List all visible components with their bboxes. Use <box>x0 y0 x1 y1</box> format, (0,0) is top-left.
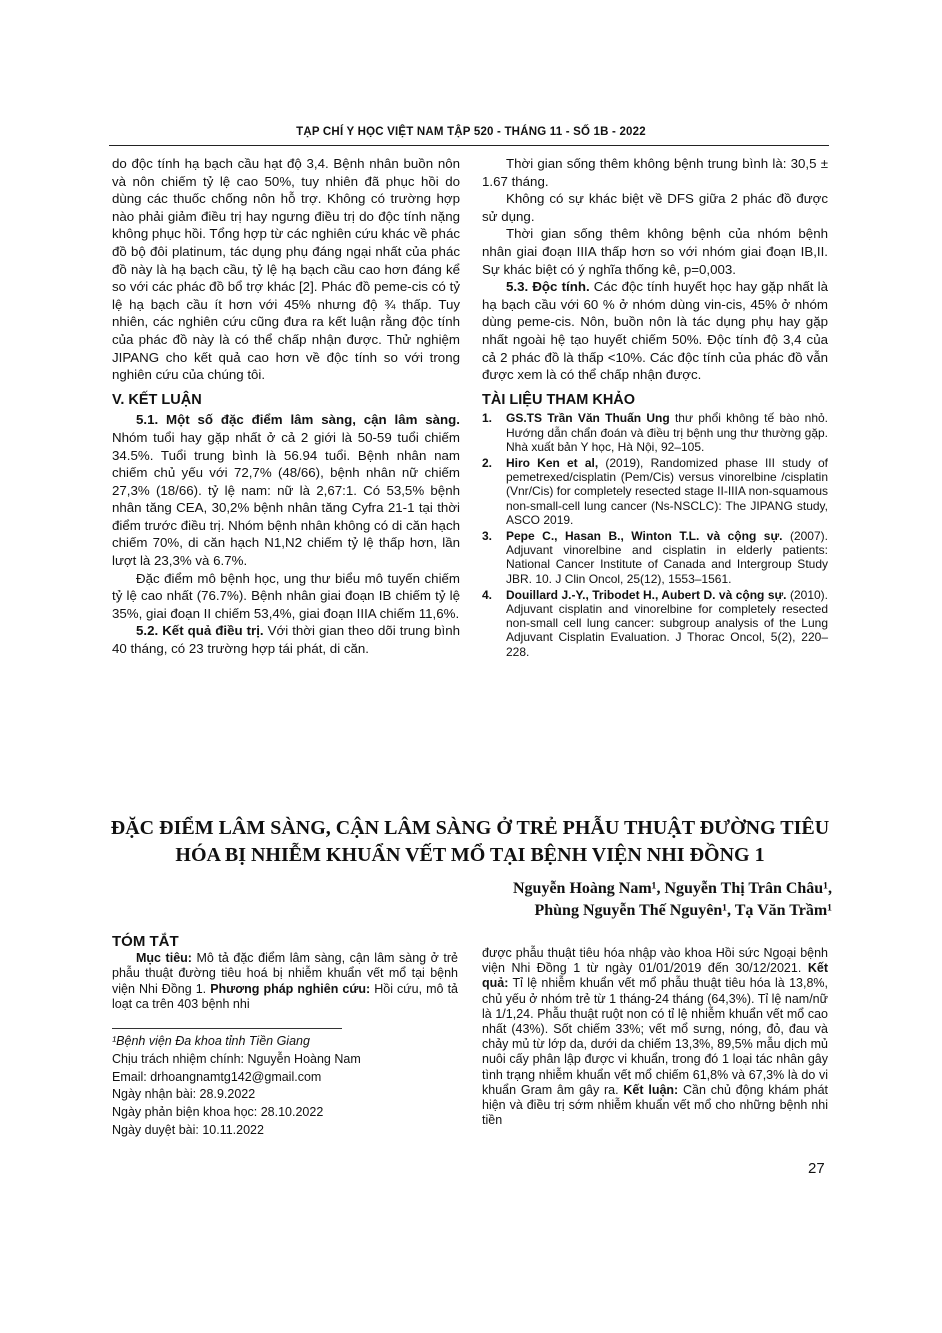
subsection-title: 5.3. Độc tính. <box>506 279 590 295</box>
abstract-text: Tỉ lệ nhiễm khuẩn vết mổ phẫu thuật tiêu hóa là 13,8%, chủ yếu ở nhóm trẻ từ 1 tháng-24 tháng (64,3%). Tỉ lệ nam/nữ là 1/1,24. Phẫu thuật ruột non có tỉ lệ nhiễm khuẩn vết mổ cao nhất (43%). Sốt chiếm 33%; vết mổ sưng, nóng, đỏ, đau và chảy mủ từ lớp da, dưới da chiếm 13,3%, 89,5% mẫu dịch mủ nuôi cấy phân lập được vi khuẩn, trong đó 1 loại tác nhân gây tình trạng nhiễm khuẩn vết mổ chiếm 61,8% và 67,3% là do vi khuẩn Gram âm gây ra. <box>482 976 828 1097</box>
paragraph <box>112 411 460 569</box>
reference-item <box>482 588 828 659</box>
authors-line: Phùng Nguyễn Thế Nguyên¹, Tạ Văn Trầm¹ <box>534 902 832 919</box>
paragraph: Thời gian sống thêm không bệnh của nhóm bệnh nhân giai đoạn IIIA thấp hơn so với nhóm giai đoạn IB,II. Sự khác biệt có ý nghĩa thống kê, p=0,003. <box>482 226 828 277</box>
reference-text: (2010). Adjuvant cisplatin and vinorelbine for completely resected non-small cell lung cancer: subgroup analysis of the Lung Adjuvant Cisplatin Evaluation. J Thorac Oncol, 5(2), 220–228. <box>506 587 828 659</box>
paragraph: Thời gian sống thêm không bệnh trung bình là: 30,5 ± 1.67 tháng. <box>482 156 828 189</box>
journal-header: TẠP CHÍ Y HỌC VIỆT NAM TẬP 520 - THÁNG 11 - SỐ 1B - 2022 <box>296 126 646 138</box>
reference-authors: Hiro Ken et al, <box>506 455 599 470</box>
paragraph: Không có sự khác biệt về DFS giữa 2 phác đồ được sử dụng. <box>482 191 828 224</box>
paragraph-text: Các độc tính huyết học hay gặp nhất là hạ bạch cầu với 60 % ở nhóm dùng vin-cis, 45% ở nhóm dùng peme-cis. Nôn, buồn nôn là tác dụng phụ hay gặp nhất ngoài hệ tạo huyết chiếm 50%. Độc tính độ 3,4 của cả 2 phác đồ là thấp <10%. Các độc tính của phác đồ vẫn được xem là có thể chấp nhận được. <box>482 279 828 383</box>
reference-item <box>482 529 828 586</box>
footnote-email: Email: drhoangnamtg142@gmail.com <box>112 1069 322 1084</box>
paragraph: Đặc điểm mô bệnh học, ung thư biểu mô tuyến chiếm tỷ lệ cao nhất (76.7%). Bệnh nhân giai đoạn IB chiếm tỷ lệ 35%, giai đoạn II chiếm 53,4%, giai đoạn IIIA chiếm 11,6%. <box>112 570 460 621</box>
footnote-received: Ngày nhận bài: 28.9.2022 <box>112 1087 256 1102</box>
abstract-paragraph <box>482 946 828 1128</box>
abstract-text: được phẫu thuật tiêu hóa nhập vào khoa Hồi sức Ngoại bệnh viện Nhi Đồng 1 từ ngày 01/01/2019 đến 30/12/2021. <box>482 946 828 976</box>
header-rule <box>109 145 829 146</box>
reference-number: 4. <box>482 587 493 602</box>
reference-authors: Douillard J.-Y., Tribodet H., Aubert D. và cộng sự. <box>506 587 787 602</box>
footnote-accepted: Ngày duyệt bài: 10.11.2022 <box>112 1122 264 1137</box>
abstract-label: Kết luận: <box>618 1082 679 1097</box>
reference-authors: GS.TS Trần Văn Thuấn Ung <box>506 411 670 426</box>
abstract-heading: TÓM TẮT <box>112 933 179 950</box>
authors-line: Nguyễn Hoàng Nam¹, Nguyễn Thị Trân Châu¹, <box>513 880 832 897</box>
reference-number: 2. <box>482 455 493 470</box>
section-heading: V. KẾT LUẬN <box>112 391 202 408</box>
reference-item <box>482 411 828 454</box>
paragraph: do độc tính hạ bạch cầu hạt độ 3,4. Bệnh nhân buồn nôn và nôn chiếm tỷ lệ cao 50%, tuy nhiên đã phục hồi do dùng các thuốc chống nôn hỗ trợ. Không có trường hợp nào phải giảm điều trị hay ngưng điều trị do độc tính nặng không phục hồi. Tổng hợp từ các nghiên cứu khác về phác đồ bộ đôi platinum, tác dụng phụ đáng ngại nhất của phác đồ này là hạ bạch cầu, tỷ lệ hạ bạch cầu cao hơn đáng kể so với các phác đồ bổ trợ khác [2]. Phác đồ peme-cis có tỷ lệ hạ bạch cầu ít hơn với 45% nhưng độ ¾ thấp. Tuy nhiên, các nghiên cứu cũng đưa ra kết luận rằng độc tính của phác đồ này là có thể chấp nhận được. Thử nghiệm JIPANG cho kết quả cao hơn về độc tính so với trong nghiên cứu của chúng tôi. <box>112 156 460 383</box>
abstract-paragraph <box>112 951 458 1012</box>
paragraph-text: Với thời gian theo dõi trung bình 40 tháng, có 23 trường hợp tái phát, di căn. <box>112 623 460 657</box>
abstract-label: Kết quả: <box>482 961 829 991</box>
subsection-title: 5.1. Một số đặc điểm lâm sàng, cận lâm sàng. <box>136 412 460 428</box>
paragraph-text: Nhóm tuổi hay gặp nhất ở cả 2 giới là 50-59 tuổi chiếm 34.5%. Tuổi trung bình là 56.94 tuổi. Bệnh nhân nam chiếm chủ yếu với 72,7% (48/66), bệnh nhân nữ chiếm 27,3% (18/66). tỷ lệ nam: nữ là 2,67:1. Có 53,5% bệnh nhân tăng CEA, 30,2% bệnh nhân tăng Cyfra 21-1 tại thời điểm trước điều trị. Nhóm bệnh nhân không có di căn hạch chiếm 70%, di căn hạch N1,N2 chiếm tỷ lệ thấp hơn, lần lượt là 23,3% và 6.7%. <box>112 429 460 569</box>
abstract-text: Mô tả đặc điểm lâm sàng, cận lâm sàng ở trẻ phẫu thuật đường tiêu hoá bị nhiễm khuẩn vết mổ tại bệnh viện Nhi Đồng 1. <box>112 951 458 996</box>
footnote <box>112 1033 361 1140</box>
abstract-text: Hồi cứu, mô tả loạt ca trên 403 bệnh nhi <box>112 981 458 1011</box>
left-column <box>112 155 460 658</box>
reference-text: (2007). Adjuvant vinorelbine and cisplatin in elderly patients: National Cancer Institute of Canada and Intergroup Study JBR. 10. J Clin Oncol, 25(12), 1553–1561. <box>506 528 828 586</box>
footnote-rule <box>112 1028 342 1029</box>
references-heading: TÀI LIỆU THAM KHẢO <box>482 391 636 408</box>
footnote-affiliation: ¹Bệnh viện Đa khoa tỉnh Tiền Giang <box>112 1034 310 1048</box>
abstract-label: Phương pháp nghiên cứu: <box>206 981 371 996</box>
footnote-corresponding: Chịu trách nhiệm chính: Nguyễn Hoàng Nam <box>112 1051 361 1066</box>
paragraph <box>482 278 828 384</box>
reference-text: thư phổi không tế bào nhỏ. Hướng dẫn chẩn đoán và điều trị bệnh ung thư thường gặp. Nhà xuất bản Y học, Hà Nội, 92–105. <box>506 411 829 454</box>
abstract-right <box>482 946 828 1128</box>
reference-text: (2019), Randomized phase III study of pemetrexed/cisplatin (Pem/Cis) versus vinorelbine /cisplatin (Vnr/Cis) for completely resected stage II-IIIA non-squamous non-small-cell lung cancer (Ns-NSCLC): The JIPANG study, ASCO 2019. <box>506 455 828 527</box>
right-column <box>482 155 828 661</box>
reference-authors: Pepe C., Hasan B., Winton T.L. và cộng sự. <box>506 528 783 543</box>
reference-number: 3. <box>482 528 493 543</box>
article-title: ĐẶC ĐIỂM LÂM SÀNG, CẬN LÂM SÀNG Ở TRẺ PHẪU THUẬT ĐƯỜNG TIÊU HÓA BỊ NHIỄM KHUẨN VẾT MỔ TẠI BỆNH VIỆN NHI ĐỒNG 1 <box>110 817 830 866</box>
abstract-text: Cần chủ động khám phát hiện và điều trị sớm nhiễm khuẩn vết mổ cho những bệnh nhi tiền <box>482 1082 828 1128</box>
reference-number: 1. <box>482 411 493 426</box>
footnote-reviewed: Ngày phản biện khoa học: 28.10.2022 <box>112 1105 324 1120</box>
article-authors <box>513 878 832 922</box>
subsection-title: 5.2. Kết quả điều trị. <box>136 623 264 639</box>
abstract-label: Mục tiêu: <box>136 951 192 966</box>
reference-item <box>482 456 828 527</box>
page-number: 27 <box>808 1160 825 1177</box>
paragraph <box>112 622 460 657</box>
abstract-left <box>112 934 458 1012</box>
references-list <box>482 411 828 658</box>
